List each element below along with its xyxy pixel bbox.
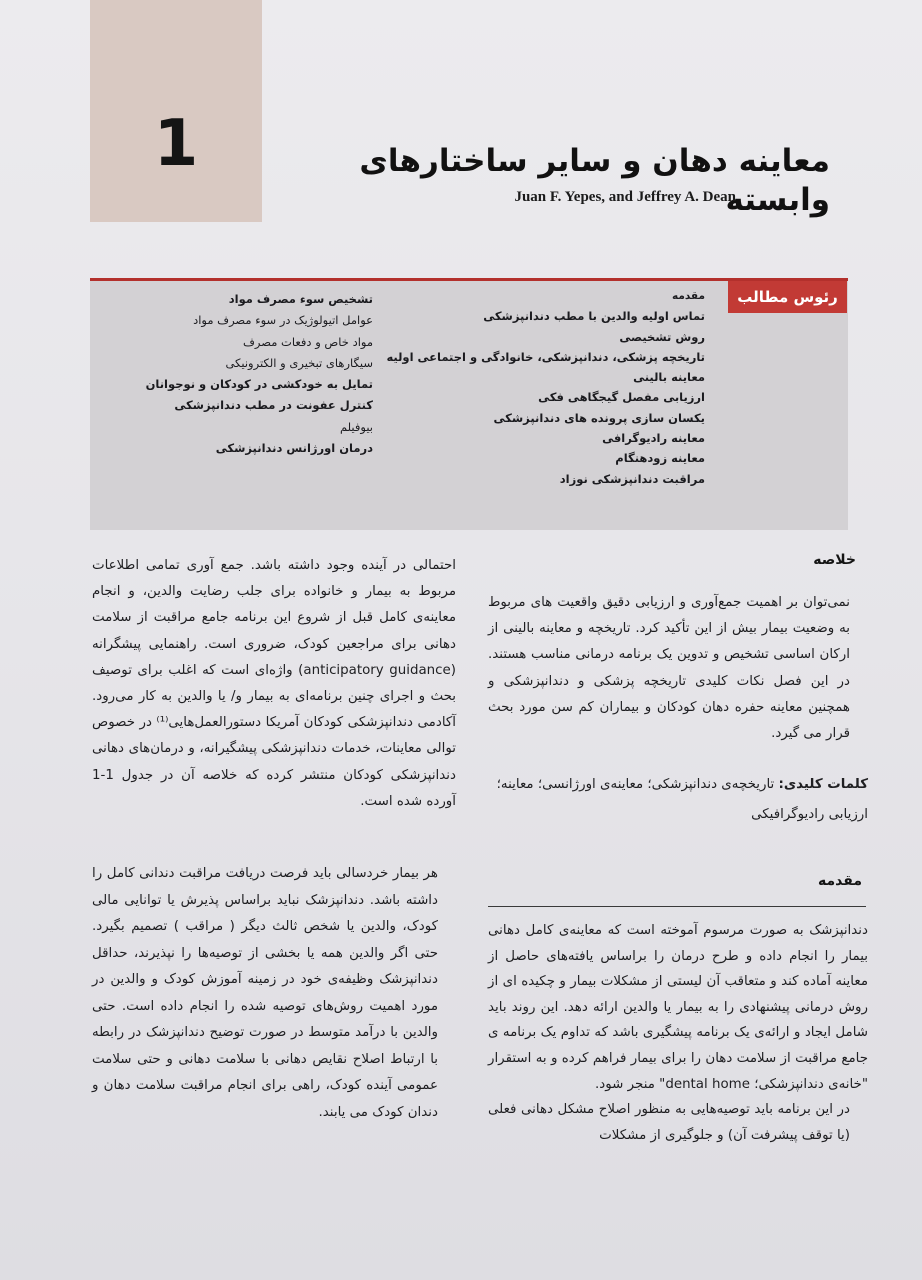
chapter-authors: Juan F. Yepes, and Jeffrey A. Dean (514, 189, 736, 205)
outline-badge: رئوس مطالب (728, 281, 847, 313)
summary-text-block (488, 590, 868, 747)
outline-subitem: بیوفیلم (339, 419, 373, 434)
outline-item: تاریخچه پزشکی، دندانپزشکی، خانوادگی و اجتماعی اولیه (386, 349, 705, 364)
left-paragraph-1: احتمالی در آینده وجود داشته باشد. جمع آوری تمامی اطلاعات مربوط به بیمار و خانواده برای جلب رضایت والدین، و انجام معاینه‌ی کامل قبل از شروع این برنامه جامع مراقبت از سلامت دهانی برای مراجعین کودک، ضروری است. راهنمایی پیشگرانه (anticipatory guidance) واژه‌ای است که اغلب برای توصیف بحث و اجرای چنین برنامه‌ای به بیمار و/ یا والدین به کار می‌رود. آکادمی دندانپزشکی کودکان آمریکا دستورالعمل‌هایی⁽¹⁾ در خصوص توالی معاینات، خدمات دندانپزشکی پیشگیرانه، و درمان‌های دهانی دندانپزشکی کودکان منتشر کرده که خلاصه آن در جدول 1-1 آورده شده است. (92, 558, 456, 809)
outline-item: یکسان سازی پرونده های دندانپزشکی (493, 410, 705, 425)
outline-item: درمان اورژانس دندانپزشکی (215, 441, 373, 456)
chapter-title: معاینه دهان و سایر ساختارهای وابسته (359, 143, 830, 218)
outline-item: روش تشخیصی (619, 329, 705, 344)
keywords-label: کلمات کلیدی: (778, 777, 868, 792)
intro-paragraph-1: دندانپزشک به صورت مرسوم آموخته است که معاینه‌ی کامل دهانی بیمار را انجام داده و طرح درمان را براساس یافته‌های حاصل از معاینه آماده کند و متعاقب آن لیستی از مشکلات بیمار و چکیده ای از روش درمانی پیشنهادی را به بیمار یا والدین ارائه دهد. این روند باید شامل ایجاد و ارائه‌ی یک برنامه پیشگیری باشد که تداوم یک برنامه ی جامع مراقبت از سلامت دهان را برای بیمار فراهم کرده و به استقرار "خانه‌ی دندانپزشکی؛ dental home" منجر شود. (488, 923, 868, 1092)
outline-list-left (113, 289, 373, 459)
chapter-number: 1 (153, 107, 199, 181)
outline-item: تماس اولیه والدین با مطب دندانپزشکی (483, 309, 705, 324)
left-column-block-2 (92, 861, 456, 1126)
outline-item: تمایل به خودکشی در کودکان و نوجوانان (145, 377, 373, 392)
left-paragraph-2: هر بیمار خردسالی باید فرصت دریافت مراقبت دندانی کامل را داشته باشد. دندانپزشک نباید براساس پذیرش یا توانایی مالی کودک، والدین یا شخص ثالث دیگر ( مراقب ) تصمیم بگیرد. حتی اگر والدین همه یا بخشی از توصیه‌ها را نپذیرند، حداقل دندانپزشک وظیفه‌ی خود در زمینه آموزش کودک و والدین در مورد اهمیت روش‌های توصیه شده را انجام داده است. حتی والدین با درآمد متوسط در صورت توضیح دندانپزشک در رابطه با ارتباط اصلاح نقایص دهانی با سلامت دهانی و حتی سلامت عمومی آینده کودک، راهی برای انجام مراقبت سلامت دهان و دندان کودک می یابند. (92, 866, 438, 1120)
intro-divider (488, 906, 866, 907)
outline-item: تشخیص سوء مصرف مواد (228, 292, 373, 306)
outline-subitem: عوامل اتیولوژیک در سوء مصرف مواد (193, 313, 373, 328)
outline-subitem: مواد خاص و دفعات مصرف (242, 334, 373, 349)
outline-item: معاینه زودهنگام (615, 451, 705, 466)
outline-list-right (375, 286, 705, 489)
outline-item: ارزیابی مفصل گیجگاهی فکی (538, 390, 705, 405)
left-column-block-1 (92, 553, 456, 815)
outline-subitem: سیگارهای تبخیری و الکترونیکی (225, 355, 373, 370)
keywords-text: تاریخچه‌ی دندانپزشکی؛ معاینه‌ی اورژانسی؛ معاینه؛ ارزیابی رادیوگرافیکی (496, 777, 868, 822)
summary-paragraph: نمی‌توان بر اهمیت جمع‌آوری و ارزیابی دقیق واقعیت های مربوط به وضعیت بیمار بیش از این تأکید کرد. تاریخچه و معاینه بالینی از ارکان اساسی تشخیص و تدوین یک برنامه درمانی مناسب هستند. در این فصل نکات کلیدی تاریخچه پزشکی و دندانپزشکی و همچنین معاینه حفره دهان کودکان و بیماران کم سن مورد بحث قرار می گیرد. (488, 595, 850, 742)
outline-item: مراقبت دندانپزشکی نوزاد (559, 471, 705, 486)
summary-heading: خلاصه (813, 552, 856, 568)
outline-item: مقدمه (672, 290, 705, 302)
outline-item: معاینه بالینی (633, 370, 705, 385)
intro-text-block (488, 918, 868, 1148)
intro-paragraph-2: در این برنامه باید توصیه‌هایی به منظور اصلاح مشکل دهانی فعلی (یا توقف پیشرفت آن) و جلوگیری از مشکلات (488, 1102, 850, 1143)
outline-item: کنترل عفونت در مطب دندانپزشکی (174, 398, 373, 413)
outline-item: معاینه رادیوگرافی (602, 431, 705, 446)
intro-heading: مقدمه (818, 873, 862, 889)
keywords (488, 770, 868, 830)
